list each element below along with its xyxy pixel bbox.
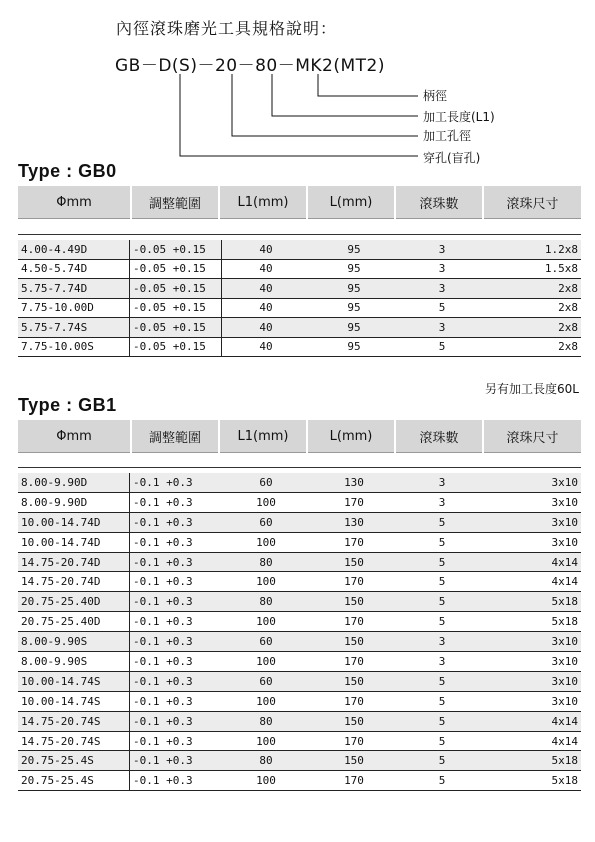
- gb1-cell-balls: 5: [438, 694, 446, 708]
- gb0-cell-range: -0.05 +0.15: [130, 338, 222, 357]
- gb0-cell-dia: 5.75-7.74S: [18, 318, 130, 337]
- gb1-cell-ballsize: 3x10: [551, 535, 578, 549]
- gb1-cell-l1: 100: [256, 654, 276, 668]
- gb1-cell-ballsize: 3x10: [551, 654, 578, 668]
- label-hole: 加工孔徑: [423, 129, 472, 143]
- leader-hole: [232, 74, 418, 136]
- gb1-cell-l1: 60: [259, 635, 273, 649]
- gb0-header-l1: L1(mm): [220, 186, 306, 219]
- gb1-cell-l: 170: [344, 734, 364, 748]
- gb1-cell-l1: 100: [256, 535, 276, 549]
- gb0-cell-balls: 5: [438, 340, 446, 354]
- gb0-cell-balls: 3: [438, 281, 446, 295]
- gb1-cell-balls: 5: [438, 575, 446, 589]
- gb0-header-balls: 滾珠數: [396, 186, 482, 219]
- gb1-cell-range: -0.1 +0.3: [133, 575, 193, 589]
- gb1-cell-balls: 5: [438, 714, 446, 728]
- gb1-header-l1: L1(mm): [220, 420, 306, 453]
- gb1-header-ballsize: 滾珠尺寸: [484, 420, 581, 453]
- gb1-table-row: [18, 553, 581, 573]
- gb1-cell-ballsize: 3x10: [551, 635, 578, 649]
- gb1-cell-range: -0.1 +0.3: [133, 595, 193, 609]
- gb1-cell-l: 170: [344, 654, 364, 668]
- gb1-table-row: [18, 592, 581, 612]
- gb1-cell-l: 170: [344, 575, 364, 589]
- leader-length: [272, 74, 418, 116]
- gb0-cell-dia: 7.75-10.00S: [18, 338, 130, 357]
- gb0-table-body: [18, 240, 581, 357]
- gb0-cell-l1: 40: [259, 340, 273, 354]
- gb1-cell-l: 130: [344, 475, 364, 489]
- gb1-cell-ballsize: 3x10: [551, 674, 578, 688]
- gb1-cell-range: -0.1 +0.3: [133, 774, 193, 788]
- gb1-cell-dia: 20.75-25.40D: [18, 592, 130, 611]
- gb0-cell-dia: 5.75-7.74D: [18, 279, 130, 298]
- gb1-cell-l: 170: [344, 495, 364, 509]
- gb0-cell-ballsize: 1.5x8: [544, 262, 578, 276]
- gb0-cell-l: 95: [347, 242, 361, 256]
- gb0-cell-balls: 3: [438, 320, 446, 334]
- gb0-title: Type : GB0: [18, 161, 117, 181]
- gb1-cell-balls: 3: [438, 475, 446, 489]
- gb1-cell-ballsize: 5x18: [551, 615, 578, 629]
- gb1-table-row: [18, 493, 581, 513]
- gb1-table-row: [18, 572, 581, 592]
- gb0-cell-l: 95: [347, 281, 361, 295]
- gb0-table-row: [18, 279, 581, 299]
- gb1-table-row: [18, 672, 581, 692]
- gb1-table-row: [18, 513, 581, 533]
- gb0-cell-balls: 5: [438, 301, 446, 315]
- gb1-cell-l1: 60: [259, 674, 273, 688]
- gb0-cell-l1: 40: [259, 242, 273, 256]
- gb1-cell-ballsize: 4x14: [551, 575, 578, 589]
- gb1-table-row: [18, 712, 581, 732]
- gb1-cell-balls: 5: [438, 674, 446, 688]
- gb0-cell-range: -0.05 +0.15: [130, 240, 222, 259]
- gb1-cell-balls: 5: [438, 515, 446, 529]
- gb0-header-l: L(mm): [308, 186, 394, 219]
- gb1-cell-range: -0.1 +0.3: [133, 635, 193, 649]
- gb1-cell-dia: 14.75-20.74D: [18, 572, 130, 591]
- gb0-cell-ballsize: 2x8: [558, 281, 578, 295]
- gb1-cell-dia: 10.00-14.74D: [18, 513, 130, 532]
- gb1-cell-dia: 8.00-9.90D: [18, 473, 130, 492]
- gb1-cell-ballsize: 5x18: [551, 754, 578, 768]
- gb1-table-row: [18, 612, 581, 632]
- gb1-cell-ballsize: 3x10: [551, 495, 578, 509]
- gb0-cell-l1: 40: [259, 262, 273, 276]
- gb1-table-row: [18, 732, 581, 752]
- gb1-cell-ballsize: 5x18: [551, 595, 578, 609]
- gb1-cell-range: -0.1 +0.3: [133, 734, 193, 748]
- gb1-cell-ballsize: 3x10: [551, 515, 578, 529]
- gb1-cell-ballsize: 5x18: [551, 774, 578, 788]
- gb1-cell-balls: 5: [438, 555, 446, 569]
- gb1-cell-balls: 3: [438, 654, 446, 668]
- gb1-table-row: [18, 632, 581, 652]
- gb1-cell-l1: 80: [259, 595, 273, 609]
- gb0-table-row: [18, 318, 581, 338]
- gb1-cell-ballsize: 4x14: [551, 555, 578, 569]
- gb1-cell-range: -0.1 +0.3: [133, 615, 193, 629]
- gb0-cell-dia: 4.50-5.74D: [18, 260, 130, 279]
- gb1-cell-balls: 5: [438, 615, 446, 629]
- spec-title: 內徑滾珠磨光工具規格說明：: [116, 19, 338, 38]
- gb1-cell-l1: 100: [256, 774, 276, 788]
- gb1-table-row: [18, 533, 581, 553]
- gb1-cell-l: 150: [344, 555, 364, 569]
- gb1-cell-balls: 5: [438, 535, 446, 549]
- gb0-cell-l1: 40: [259, 320, 273, 334]
- label-shank: 柄徑: [423, 89, 448, 103]
- gb1-cell-range: -0.1 +0.3: [133, 555, 193, 569]
- gb1-cell-balls: 5: [438, 774, 446, 788]
- gb0-cell-balls: 3: [438, 242, 446, 256]
- gb1-cell-dia: 20.75-25.40D: [18, 612, 130, 631]
- gb0-header-dia: Φmm: [18, 186, 130, 219]
- gb1-cell-dia: 10.00-14.74S: [18, 672, 130, 691]
- gb1-cell-l1: 100: [256, 615, 276, 629]
- gb1-cell-dia: 14.75-20.74S: [18, 732, 130, 751]
- gb0-cell-ballsize: 1.2x8: [544, 242, 578, 256]
- gb1-table-row: [18, 473, 581, 493]
- gb1-cell-l1: 80: [259, 714, 273, 728]
- gb1-cell-l: 150: [344, 595, 364, 609]
- gb0-rule: [18, 234, 581, 235]
- gb0-cell-l: 95: [347, 301, 361, 315]
- gb0-cell-range: -0.05 +0.15: [130, 318, 222, 337]
- gb1-cell-l: 170: [344, 615, 364, 629]
- model-code: GB－D(S)－20－80－MK2(MT2): [115, 56, 386, 76]
- gb1-cell-l1: 100: [256, 694, 276, 708]
- gb0-cell-dia: 7.75-10.00D: [18, 299, 130, 318]
- gb0-cell-range: -0.05 +0.15: [130, 260, 222, 279]
- gb0-cell-l: 95: [347, 262, 361, 276]
- gb1-cell-range: -0.1 +0.3: [133, 475, 193, 489]
- gb1-cell-l: 150: [344, 754, 364, 768]
- gb1-cell-balls: 5: [438, 754, 446, 768]
- gb0-cell-l: 95: [347, 320, 361, 334]
- gb0-table-row: [18, 299, 581, 319]
- gb1-cell-l: 170: [344, 694, 364, 708]
- gb1-cell-l1: 60: [259, 515, 273, 529]
- gb1-cell-ballsize: 3x10: [551, 694, 578, 708]
- label-length: 加工長度(L1): [423, 110, 495, 124]
- gb0-header-ballsize: 滾珠尺寸: [484, 186, 581, 219]
- gb1-cell-l: 150: [344, 674, 364, 688]
- gb1-cell-l1: 100: [256, 575, 276, 589]
- gb1-cell-range: -0.1 +0.3: [133, 714, 193, 728]
- gb1-cell-ballsize: 4x14: [551, 734, 578, 748]
- gb0-table-row: [18, 260, 581, 280]
- gb1-cell-dia: 14.75-20.74S: [18, 712, 130, 731]
- label-through: 穿孔(盲孔): [423, 151, 481, 165]
- gb1-cell-balls: 3: [438, 495, 446, 509]
- gb1-cell-l1: 80: [259, 555, 273, 569]
- gb1-cell-ballsize: 3x10: [551, 475, 578, 489]
- gb1-cell-range: -0.1 +0.3: [133, 535, 193, 549]
- gb1-cell-l1: 80: [259, 754, 273, 768]
- gb1-cell-l: 170: [344, 535, 364, 549]
- gb1-cell-range: -0.1 +0.3: [133, 654, 193, 668]
- gb1-cell-l: 130: [344, 515, 364, 529]
- gb0-cell-range: -0.05 +0.15: [130, 279, 222, 298]
- gb0-cell-ballsize: 2x8: [558, 301, 578, 315]
- gb0-table-row: [18, 240, 581, 260]
- gb1-cell-dia: 20.75-25.4S: [18, 751, 130, 770]
- gb1-cell-range: -0.1 +0.3: [133, 495, 193, 509]
- gb1-cell-dia: 8.00-9.90S: [18, 632, 130, 651]
- gb1-cell-ballsize: 4x14: [551, 714, 578, 728]
- gb1-cell-range: -0.1 +0.3: [133, 754, 193, 768]
- gb1-cell-dia: 8.00-9.90D: [18, 493, 130, 512]
- gb0-header-row: [18, 186, 581, 219]
- gb1-table-body: [18, 473, 581, 791]
- code-breakdown-diagram: [0, 0, 595, 180]
- gb1-table-row: [18, 652, 581, 672]
- gb1-header-balls: 滾珠數: [396, 420, 482, 453]
- gb1-cell-balls: 5: [438, 595, 446, 609]
- gb0-cell-l1: 40: [259, 301, 273, 315]
- gb0-cell-l: 95: [347, 340, 361, 354]
- gb1-cell-l1: 100: [256, 495, 276, 509]
- gb1-cell-l1: 100: [256, 734, 276, 748]
- gb1-rule: [18, 467, 581, 468]
- gb1-table-row: [18, 692, 581, 712]
- length-note: 另有加工長度60L: [485, 382, 579, 396]
- gb1-header-l: L(mm): [308, 420, 394, 453]
- gb1-cell-l: 150: [344, 714, 364, 728]
- gb1-cell-range: -0.1 +0.3: [133, 694, 193, 708]
- gb0-cell-ballsize: 2x8: [558, 320, 578, 334]
- gb1-cell-dia: 10.00-14.74D: [18, 533, 130, 552]
- gb1-cell-range: -0.1 +0.3: [133, 515, 193, 529]
- gb1-title: Type : GB1: [18, 395, 117, 415]
- gb0-cell-ballsize: 2x8: [558, 340, 578, 354]
- gb1-header-range: 調整範圍: [132, 420, 218, 453]
- gb1-cell-dia: 20.75-25.4S: [18, 771, 130, 790]
- gb1-header-row: [18, 420, 581, 453]
- leader-through: [180, 74, 418, 156]
- gb0-cell-l1: 40: [259, 281, 273, 295]
- gb1-cell-l: 150: [344, 635, 364, 649]
- gb1-table-row: [18, 751, 581, 771]
- gb1-cell-range: -0.1 +0.3: [133, 674, 193, 688]
- gb1-cell-dia: 14.75-20.74D: [18, 553, 130, 572]
- gb0-cell-balls: 3: [438, 262, 446, 276]
- gb1-cell-l: 170: [344, 774, 364, 788]
- gb1-cell-balls: 5: [438, 734, 446, 748]
- gb1-header-dia: Φmm: [18, 420, 130, 453]
- gb0-table-row: [18, 338, 581, 358]
- leader-shank: [318, 74, 418, 96]
- gb0-cell-range: -0.05 +0.15: [130, 299, 222, 318]
- gb1-cell-l1: 60: [259, 475, 273, 489]
- gb1-cell-dia: 8.00-9.90S: [18, 652, 130, 671]
- gb0-cell-dia: 4.00-4.49D: [18, 240, 130, 259]
- gb0-header-range: 調整範圍: [132, 186, 218, 219]
- gb1-cell-dia: 10.00-14.74S: [18, 692, 130, 711]
- gb1-table-row: [18, 771, 581, 791]
- gb1-cell-balls: 3: [438, 635, 446, 649]
